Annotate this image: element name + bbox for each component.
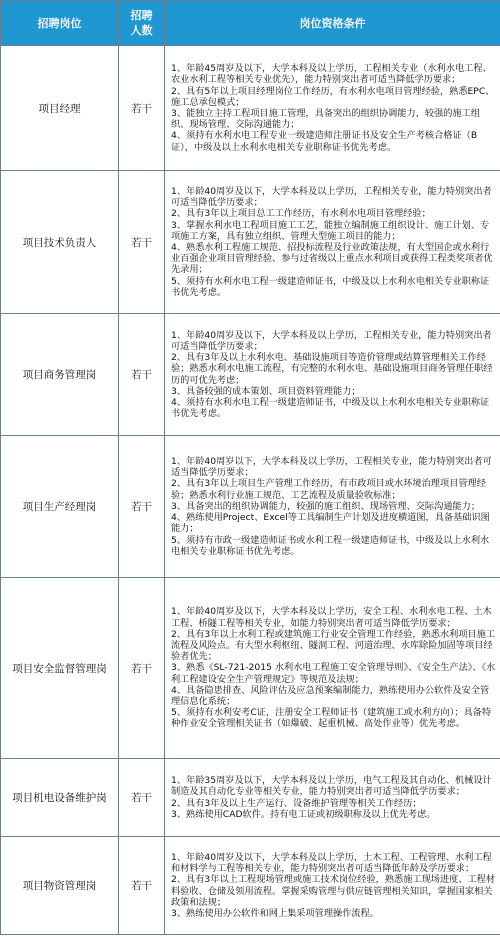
requirements-cell (165, 837, 500, 935)
table-row (1, 436, 500, 578)
requirement-item: 1、年龄35周岁及以下，大学本科及以上学历，电气工程及其自动化、机械设计制造及其自动化专业等相关专业，能力特别突出者可适当降低学历要求； (171, 775, 492, 798)
position-cell: 项目生产经理岗 (1, 436, 119, 578)
table-row (1, 578, 500, 759)
requirement-item: 4、熟悉水利工程施工规范、招投标流程及行业政策法规，有大型国企或水利行业百强企业项目管理经验、参与过省级以上重点水利项目或获得工程类奖项者优先录用； (171, 242, 493, 276)
requirement-item: 3、熟悉《SL-721-2015 水利水电工程施工安全管理导则》、《安全生产法》、《水利工程建设安全生产管理规定》等规范及法规； (171, 662, 496, 685)
requirement-item: 2、具有3年以上工程现场管理或施工技术岗位经验，熟悉施工现场进度、工程材料验收、仓储及领用流程。掌握采购管理与供应链管理相关知识，掌握国家相关政策和法规； (171, 874, 496, 908)
requirements-cell (165, 46, 500, 171)
requirement-item: 2、具有3年及以上生产运行、设备维护管理等相关工作经历； (171, 797, 422, 809)
requirement-item: 3、熟练使用办公软件和网上集采项管理操作流程。 (171, 907, 379, 919)
header-count: 招聘 人数 (119, 1, 165, 46)
count-cell: 若干 (119, 436, 165, 578)
requirement-item: 5、须持有市政一级建造师证书或水利工程一级建造师证书，中级及以上水利水电相关专业职称证书优先考虑。 (171, 534, 490, 557)
position-cell: 项目技术负责人 (1, 171, 119, 314)
count-cell: 若干 (119, 46, 165, 171)
requirements-cell (165, 578, 500, 759)
requirement-item: 2、具有3年及以上水利水电、基础设施项目等造价管理或结算管理相关工作经验；熟悉水利水电施工流程，有完整的水利水电、基础设施项目商务管理任职经历的可优先考虑； (171, 352, 493, 386)
position-cell: 项目机电设备维护岗 (1, 759, 119, 837)
table-row (1, 837, 500, 935)
table-row (1, 171, 500, 314)
position-cell: 项目商务管理岗 (1, 314, 119, 436)
header-requirements: 岗位资格条件 (165, 1, 500, 46)
requirement-item: 1、年龄40周岁及以下，大学本科及以上学历，安全工程、水利水电工程、土木工程、桥隧工程等相关专业，如能力特别突出者可适当降低学历要求； (171, 606, 492, 629)
requirement-item: 3、具备突出的组织协调能力，较强的施工组织、现场管理、交际沟通能力； (171, 500, 481, 512)
requirement-item: 4、须持有水利水电工程专业一级建造师注册证书及安全生产考核合格证（B证），中级及以上水利水电相关专业职称证书优先考虑。 (171, 130, 478, 153)
requirement-item: 4、熟练使用Project、Excel等工具编制生产计划及进度横道图，具备基础识图能力； (171, 512, 490, 535)
requirement-item: 4、须持有水利水电工程一级建造师证书，中级及以上水利水电相关专业职称证书优先考虑。 (171, 396, 490, 420)
requirement-item: 1、年龄40周岁及以下，大学本科及以上学历，工程相关专业，能力特别突出者可适当降低学历要求； (171, 185, 492, 209)
count-cell: 若干 (119, 578, 165, 759)
requirement-item: 1、年龄45周岁及以下，大学本科及以上学历，工程相关专业（水利水电工程、农业水利工程等相关专业优先），能力特别突出者可适当降低学历要求； (171, 63, 492, 86)
requirement-item: 2、具有3年以上项目总工工作经历，有水利水电项目管理经验； (171, 208, 431, 220)
count-cell: 若干 (119, 314, 165, 436)
requirement-item: 2、具有3年以上水利工程或建筑施工行业安全管理工作经验，熟悉水利项目施工流程及风险点。有大型水利枢纽、隧洞工程、河道治理、水库除险加固等项目经验者优先； (171, 628, 496, 663)
position-cell: 项目经理 (1, 46, 119, 171)
requirements-cell (165, 436, 500, 578)
requirement-item: 1、年龄40周岁以下，大学本科及以上学历，工程相关专业，能力特别突出者可适当降低学历要求； (171, 456, 492, 479)
requirement-item: 2、具有5年以上项目经理岗位工作经历，有水利水电项目管理经验，熟悉EPC、施工总承包模式； (171, 85, 495, 108)
requirement-item: 1、年龄40周岁及以下，大学本科及以上学历，土木工程、工程管理、水利工程和材料学与工程等相关专业，能力特别突出者可适当降低年龄及学历要求； (171, 851, 492, 875)
requirement-item: 3、具备较强的成本策划、项目资料管理能力； (171, 385, 361, 397)
table-row (1, 46, 500, 171)
requirements-cell (165, 171, 500, 314)
table-header-row (1, 1, 500, 46)
requirement-item: 1、年龄40周岁及以下，大学本科及以上学历，工程相关专业，能力特别突出者可适当降低学历要求； (171, 329, 492, 352)
requirement-item: 2、具有3年以上项目生产管理工作经历，有市政项目或水环境治理项目管理经验；熟悉水利行业施工规范、工艺流程及质量验收标准； (171, 478, 486, 501)
requirement-item: 4、具备隐患排查、风险评估及应急预案编制能力，熟练使用办公软件及安全管理信息化系统； (171, 684, 490, 707)
requirement-item: 3、能独立主持工程项目施工管理，具备突出的组织协调能力，较强的施工组织、现场管理、交际沟通能力； (171, 108, 481, 131)
requirements-cell (165, 314, 500, 436)
table-row (1, 314, 500, 436)
count-cell: 若干 (119, 837, 165, 935)
requirements-cell (165, 759, 500, 837)
requirement-item: 3、掌握水利水电工程项目施工工艺，能独立编制施工组织设计、施工计划、专项施工方案，具有独立组织、管理大型施工项目的能力； (171, 219, 490, 242)
requirement-item: 3、熟练使用CAD软件。持有电工证或初级职称及以上优先考虑。 (171, 808, 436, 820)
table-row (1, 759, 500, 837)
requirement-item: 5、须持有水利安考C证，注册安全工程师证书（建筑施工或水利方向）；具备特种作业安全管理相关证书（如爆破、起重机械、高处作业等）优先考虑。 (171, 707, 492, 730)
position-cell: 项目物资管理岗 (1, 837, 119, 935)
position-cell: 项目安全监督管理岗 (1, 578, 119, 759)
header-position: 招聘岗位 (1, 1, 119, 46)
count-cell: 若干 (119, 171, 165, 314)
count-cell: 若干 (119, 759, 165, 837)
requirement-item: 5、须持有水利水电工程一级建造师证书，中级及以上水利水电相关专业职称证书优先考虑。 (171, 275, 490, 298)
